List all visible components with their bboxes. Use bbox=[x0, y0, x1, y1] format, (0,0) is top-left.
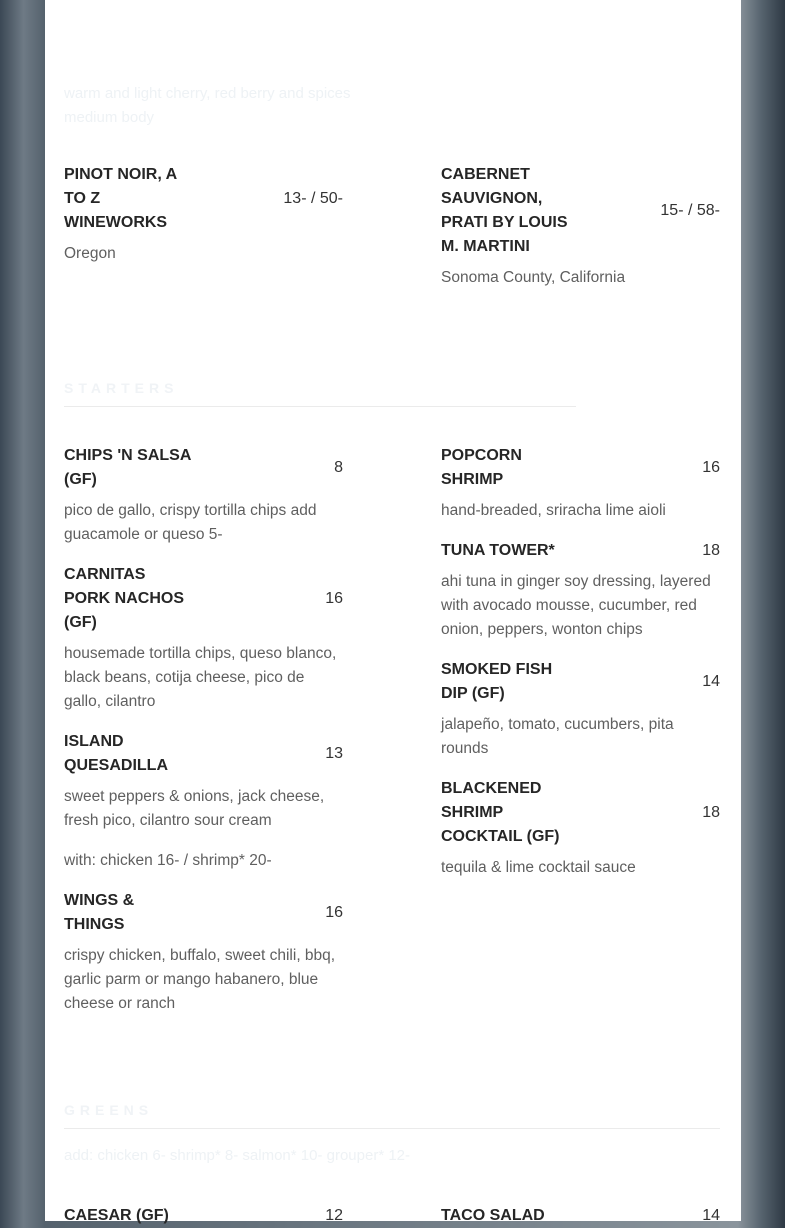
item-price: 14 bbox=[702, 673, 720, 690]
greens-addons: add: chicken 6- shrimp* 8- salmon* 10- grouper* 12- bbox=[64, 1147, 411, 1164]
item-price: 16 bbox=[325, 904, 343, 921]
section-title-greens: GREENS bbox=[64, 1102, 154, 1118]
item-price: 18 bbox=[702, 542, 720, 559]
item-description: Sonoma County, California bbox=[441, 269, 626, 286]
item-description: housemade tortilla chips, queso blanco, black beans, cotija cheese, pico de gallo, cilantro bbox=[64, 645, 337, 710]
item-name: TUNA TOWER* bbox=[441, 542, 555, 559]
item-description: sweet peppers & onions, jack cheese, fresh pico, cilantro sour cream bbox=[64, 788, 325, 829]
item-description: pico de gallo, crispy tortilla chips add guacamole or queso 5- bbox=[64, 502, 317, 543]
menu-panel bbox=[45, 0, 741, 1224]
item-name: CAESAR (GF) bbox=[64, 1207, 169, 1224]
intro-line-1: warm and light cherry, red berry and spices bbox=[64, 85, 351, 102]
item-price: 14 bbox=[702, 1207, 720, 1224]
item-price: 12 bbox=[325, 1207, 343, 1224]
item-description: crispy chicken, buffalo, sweet chili, bbq, garlic parm or mango habanero, blue cheese or ranch bbox=[64, 947, 336, 1012]
menu-item-caesar bbox=[64, 1204, 343, 1228]
menu-item-popcorn-shrimp bbox=[441, 444, 720, 523]
item-price: 8 bbox=[334, 459, 343, 476]
intro-line-2: medium body bbox=[64, 109, 155, 126]
item-name: PINOT NOIR, A TO Z WINEWORKS bbox=[64, 166, 177, 231]
item-price: 15- / 58- bbox=[660, 202, 720, 219]
menu-item-blackened-shrimp-cocktail bbox=[441, 777, 720, 880]
item-name: TACO SALAD bbox=[441, 1207, 545, 1224]
section-divider bbox=[64, 406, 576, 407]
menu-item-island-quesadilla bbox=[64, 730, 343, 873]
intro-faint-text bbox=[64, 82, 424, 130]
wine-item-pinot-noir bbox=[64, 163, 343, 266]
item-price: 18 bbox=[702, 804, 720, 821]
section-title-starters: STARTERS bbox=[64, 380, 179, 396]
item-name: WINGS & THINGS bbox=[64, 892, 135, 933]
menu-item-smoked-fish-dip bbox=[441, 658, 720, 761]
item-price: 13 bbox=[325, 745, 343, 762]
menu-item-tuna-tower bbox=[441, 539, 720, 642]
menu-item-carnitas-nachos bbox=[64, 563, 343, 714]
item-name: CHIPS 'N SALSA (GF) bbox=[64, 447, 191, 488]
menu-item-taco-salad bbox=[441, 1204, 720, 1228]
item-description: jalapeño, tomato, cucumbers, pita rounds bbox=[441, 716, 674, 757]
item-description: tequila & lime cocktail sauce bbox=[441, 859, 636, 876]
item-name: POPCORN SHRIMP bbox=[441, 447, 522, 488]
menu-item-chips-salsa bbox=[64, 444, 343, 547]
item-name: ISLAND QUESADILLA bbox=[64, 733, 168, 774]
item-price: 16 bbox=[702, 459, 720, 476]
item-name: CARNITAS PORK NACHOS (GF) bbox=[64, 566, 185, 631]
item-description: Oregon bbox=[64, 245, 116, 262]
item-price: 16 bbox=[325, 590, 343, 607]
item-description: hand-breaded, sriracha lime aioli bbox=[441, 502, 666, 519]
item-addon-note: with: chicken 16- / shrimp* 20- bbox=[64, 852, 272, 869]
item-name: SMOKED FISH DIP (GF) bbox=[441, 661, 553, 702]
menu-item-wings-things bbox=[64, 889, 343, 1016]
wine-item-cabernet bbox=[441, 163, 720, 290]
item-name: BLACKENED SHRIMP COCKTAIL (GF) bbox=[441, 780, 560, 845]
section-divider bbox=[64, 1128, 720, 1129]
item-name: CABERNET SAUVIGNON, PRATI BY LOUIS M. MARTINI bbox=[441, 166, 568, 255]
item-description: ahi tuna in ginger soy dressing, layered with avocado mousse, cucumber, red onion, peppers, wonton chips bbox=[441, 573, 711, 638]
item-price: 13- / 50- bbox=[283, 190, 343, 207]
